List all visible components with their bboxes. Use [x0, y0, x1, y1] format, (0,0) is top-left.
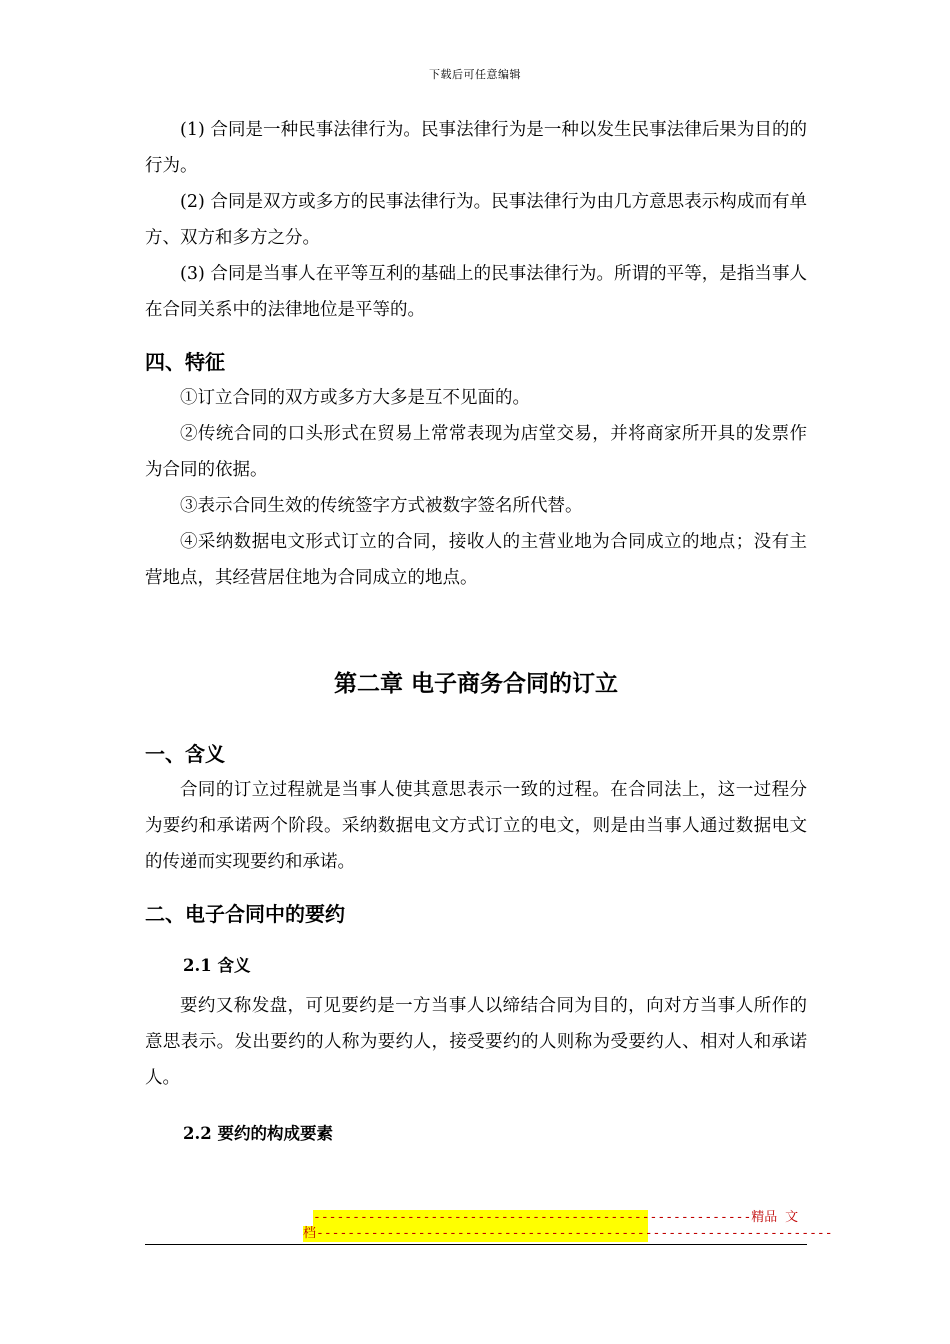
offer-meaning-paragraph: 要约又称发盘，可见要约是一方当事人以缔结合同为目的，向对方当事人所作的意思表示。发出要约的人称为要约人，接受要约的人则称为受要约人、相对人和承诺人。: [145, 996, 807, 1088]
feature-item-1: ①订立合同的双方或多方大多是互不见面的。: [180, 388, 530, 408]
page-header: 下载后可任意编辑: [429, 68, 521, 81]
footer-banner-line-2: 档------------------------------------------------------------------: [303, 1226, 833, 1241]
footer-banner-line-1: --------------------------------------------------------精品 文: [313, 1210, 799, 1225]
section-heading-offer: 二、电子合同中的要约: [145, 902, 345, 926]
chapter-title: 第二章 电子商务合同的订立: [333, 671, 618, 697]
section-heading-meaning: 一、含义: [145, 742, 225, 766]
subsection-heading-2-1: 2.1 含义: [183, 956, 251, 975]
footer-divider: [145, 1244, 807, 1245]
feature-item-4: ④采纳数据电文形式订立的合同，接收人的主营业地为合同成立的地点；没有主营地点，其经营居住地为合同成立的地点。: [145, 532, 807, 588]
document-body: [145, 112, 807, 1152]
section-heading-features: 四、特征: [145, 350, 225, 374]
intro-paragraph-1: (1) 合同是一种民事法律行为。民事法律行为是一种以发生民事法律后果为目的的行为。: [145, 120, 807, 176]
meaning-paragraph: 合同的订立过程就是当事人使其意思表示一致的过程。在合同法上，这一过程分为要约和承诺两个阶段。采纳数据电文方式订立的电文，则是由当事人通过数据电文的传递而实现要约和承诺。: [145, 780, 807, 872]
intro-paragraph-3: (3) 合同是当事人在平等互利的基础上的民事法律行为。所谓的平等，是指当事人在合同关系中的法律地位是平等的。: [145, 264, 807, 320]
subsection-heading-2-2: 2.2 要约的构成要素: [183, 1124, 333, 1143]
feature-item-3: ③表示合同生效的传统签字方式被数字签名所代替。: [180, 496, 583, 516]
feature-item-2: ②传统合同的口头形式在贸易上常常表现为店堂交易，并将商家所开具的发票作为合同的依据。: [145, 424, 807, 480]
footer-banner: [303, 1210, 833, 1242]
intro-paragraph-2: (2) 合同是双方或多方的民事法律行为。民事法律行为由几方意思表示构成而有单方、双方和多方之分。: [145, 192, 807, 248]
